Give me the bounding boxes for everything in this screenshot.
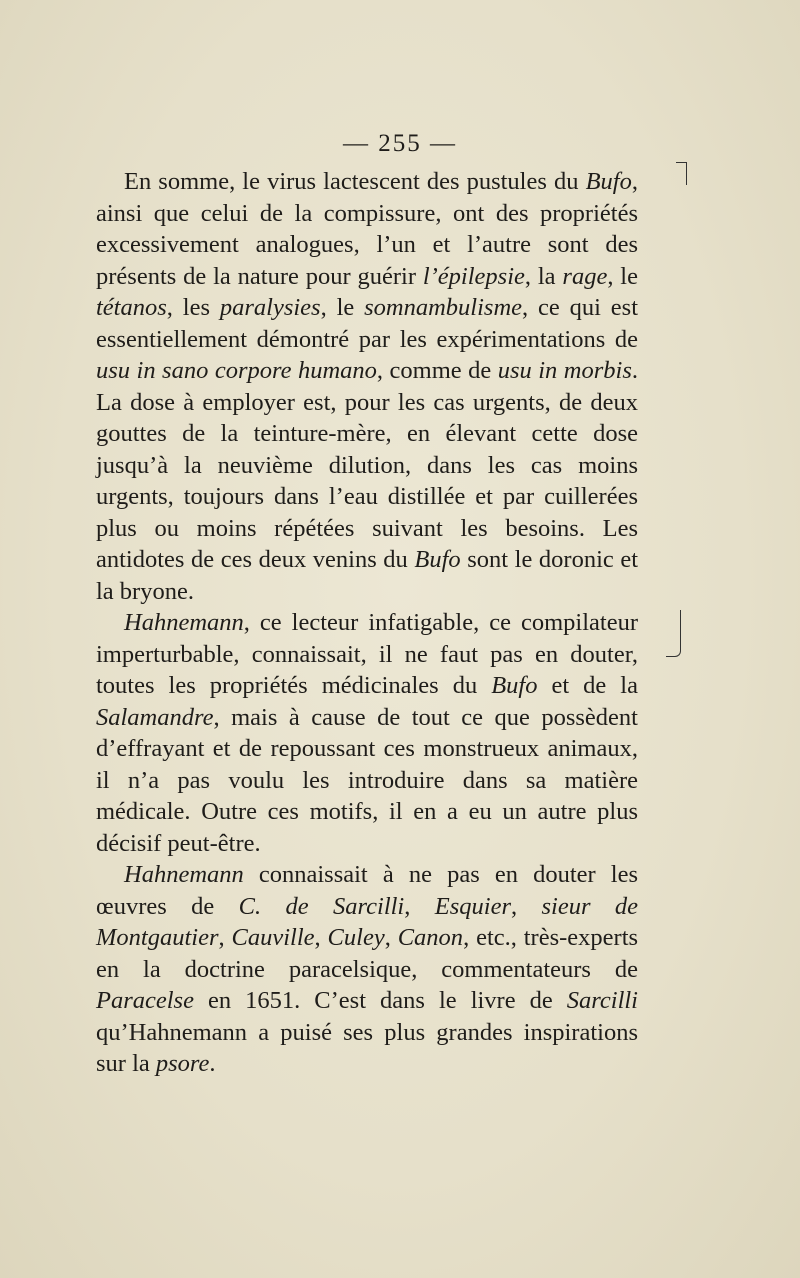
italic-segment: usu in morbis <box>497 357 632 384</box>
italic-segment: Sarcilli <box>566 987 638 1014</box>
italic-segment: Culey <box>327 924 385 951</box>
italic-segment: Cauville <box>231 924 315 951</box>
text-segment: , <box>384 924 398 951</box>
text-segment: , le <box>607 262 638 290</box>
text-segment: , ainsi que celui de la compissure, ont des propriétés excessivement analogues, l’un et l’autre sont des présents de la nature pour guérir <box>96 168 638 290</box>
italic-segment: psore <box>155 1050 210 1077</box>
paragraph-3 <box>96 859 638 1080</box>
italic-segment: Bufo <box>585 168 632 195</box>
italic-segment: Canon <box>397 924 464 951</box>
text-segment: , <box>404 892 435 920</box>
italic-segment: paralysies <box>219 294 321 321</box>
italic-segment: Bufo <box>414 546 461 573</box>
text-segment: , le <box>320 294 365 321</box>
italic-segment: Bufo <box>491 672 538 699</box>
page-number: — 255 — <box>343 130 457 157</box>
italic-segment: Hahnemann <box>124 609 244 636</box>
text-segment: . <box>209 1050 216 1077</box>
italic-segment: sieur de Montgautier <box>96 892 639 951</box>
margin-bracket-bottom <box>666 610 681 657</box>
paragraph-2 <box>96 607 638 859</box>
text-segment: . La dose à employer est, pour les cas urgents, de deux gouttes de la teinture-mère, en élevant cette dose jusqu’à la neuvième dilution, dans les cas moins urgents, toujours dans l’eau distillée et par cuillerées plus ou moins répétées suivant les besoins. Les antidotes de ces deux venins du <box>96 357 638 573</box>
margin-bracket-top <box>676 162 687 185</box>
italic-segment: rage <box>562 262 608 290</box>
italic-segment: tétanos <box>96 294 167 321</box>
text-segment: , comme de <box>376 357 498 384</box>
text-segment: , les <box>166 294 220 321</box>
text-segment: , mais à cause de tout ce que possèdent d’effrayant et de repoussant ces monstrueux animaux, il n’a pas voulu les introduire dans sa matière médicale. Outre ces motifs, il en a eu un autre plus décisif peut-être. <box>96 703 638 857</box>
text-segment: , <box>314 924 328 951</box>
italic-segment: Paracelse <box>96 987 194 1014</box>
text-segment: en 1651. C’est dans le livre de <box>193 987 567 1014</box>
text-segment: sont le doronic et la bryone. <box>96 546 639 605</box>
text-segment: , ce qui est essentiellement démontré par les expérimentations de <box>96 294 639 353</box>
text-segment: , <box>218 924 232 951</box>
text-segment: connaissait à ne pas en douter les œuvres de <box>96 861 638 920</box>
paragraph-1 <box>96 166 638 607</box>
text-segment: qu’Hahnemann a puisé ses plus grandes inspirations sur la <box>96 1018 638 1077</box>
text-segment: , etc., très-experts en la doctrine paracelsique, commentateurs de <box>96 924 639 983</box>
italic-segment: Hahnemann <box>124 861 244 888</box>
text-segment: et de la <box>537 672 638 699</box>
text-segment: En somme, le virus lactescent des pustules du <box>124 168 586 195</box>
italic-segment: l’épilepsie <box>422 262 525 290</box>
italic-segment: usu in sano corpore humano <box>96 357 377 384</box>
italic-segment: somnambulisme <box>364 294 523 321</box>
text-segment: , <box>510 892 542 920</box>
italic-segment: Esquier <box>434 892 511 920</box>
text-segment: , ce lecteur infatigable, ce compilateur imperturbable, connaissait, il ne faut pas en douter, toutes les propriétés médicinales du <box>96 609 638 699</box>
italic-segment: Salamandre <box>96 703 214 731</box>
body-text <box>96 166 638 1080</box>
text-segment: , la <box>524 262 563 290</box>
italic-segment: C. de Sarcilli <box>238 892 405 920</box>
